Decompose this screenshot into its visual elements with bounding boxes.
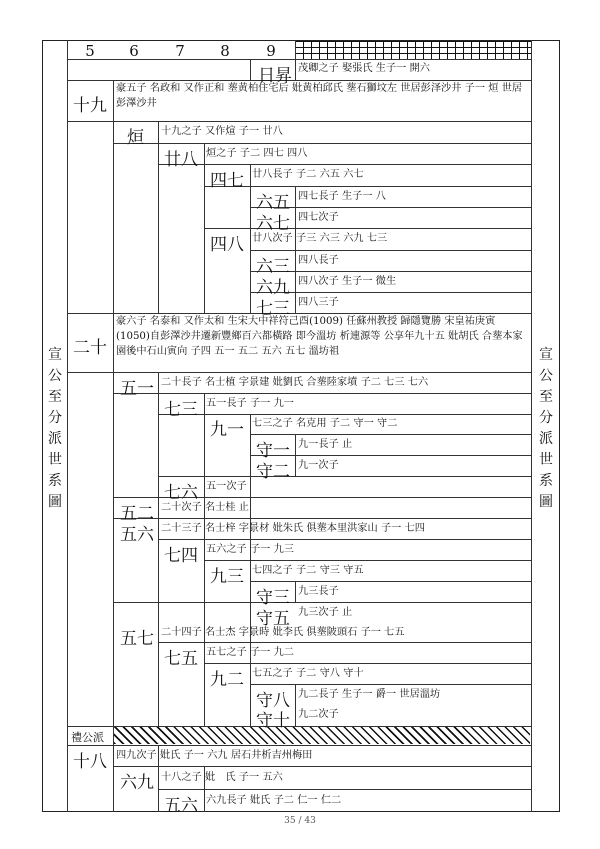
gen-text: 七三之子 名克用 子二 守一 守二 [252,418,398,429]
gen-text: 七五之子 子二 守八 守十 [252,668,364,679]
gen-label: 七五 [164,649,198,669]
gen-text: 豪六子 名泰和 又作太和 生宋大中祥符己酉(1009) 任蘇州教授 歸隱覽勝 宋皇祐庚寅(1050)自彭澤沙井遷新豐鄉百六都橫路 即今溫坊 析連源等 公享年九十五 妣胡氏 合塟本家園後中石山寅向 子四 五一 五二 五六 五七 溫坊祖 [116,316,523,357]
gen-label: 六三 [256,257,290,277]
gen-text: 九一長子 止 [298,439,353,450]
gen-text: 九三次子 止 [298,607,353,618]
gen-label: 七四 [164,546,198,566]
left-side-title: 宣公至分派世系圖 [48,347,62,510]
gen-label: 十八 [73,752,107,772]
gen-label: 守十 [256,711,290,731]
gen-text: 四七長子 生子一 八 [298,191,386,202]
gen-text: 廿八長子 子二 六五 六七 [252,169,364,180]
gen-text: 五一次子 [206,481,247,492]
generation-header-6: 6 [129,42,139,60]
branch-label-ligong: 禮公派 [71,731,104,744]
gen-text: 九二長子 生子一 爵一 世居溫坊 [298,689,441,700]
generation-header-5: 5 [85,42,95,60]
gen-label: 五七 [120,629,154,649]
gen-label: 四八 [210,235,244,255]
gen-label: 廿八 [164,150,198,170]
gen-label: 九二 [210,670,244,690]
gen-label: 七六 [164,483,198,503]
gen-text: 七四之子 子二 守三 守五 [252,565,364,576]
gen-label: 守一 [256,441,290,461]
gen-text: 廿八次子 子三 六三 六九 七三 [252,233,388,244]
gen-label: 五六 [164,796,198,816]
gen-text: 烜之子 子二 四七 四八 [206,148,308,159]
gen-text: 四七次子 [298,212,339,223]
gen-text: 九三長子 [298,586,339,597]
gen-label: 九三 [210,567,244,587]
gen-label: 守五 [256,609,290,629]
gen-label: 六五 [256,193,290,213]
gen-text: 二十三子 名士梓 字景材 妣朱氏 俱塟本里洪家山 子一 七四 [161,523,425,534]
gen-label: 二十 [73,338,107,358]
gen-text: 茂卿之子 娶張氏 生子一 開六 [298,63,430,74]
gen-text: 五一長子 子一 九一 [206,398,294,409]
gen-label: 七三 [164,400,198,420]
left-side-divider [67,40,68,812]
gen-label: 六九 [120,773,154,793]
gen-text: 二十次子 名士桂 止 [161,502,249,513]
gen-label: 日昇 [258,66,292,86]
gen-label: 六七 [256,214,290,234]
gen-text: 四九次子 妣氏 子一 六九 居石井析吉州梅田 [116,750,313,761]
gen-label: 五一 [120,379,154,399]
gen-label: 六九 [256,278,290,298]
gen-text: 十八之子 妣 氏 子一 五六 [161,772,283,783]
gen-label: 守八 [256,691,290,711]
gen-label: 烜 [127,128,144,148]
gen-label: 十九 [73,96,107,116]
gen-label: 五二 [120,504,154,524]
gen-text: 四八次子 生子一 微生 [298,276,397,287]
gen-text: 四八三子 [298,297,339,308]
gen-text: 六九長子 妣氏 子二 仁一 仁二 [206,795,342,806]
gen-label: 守二 [256,462,290,482]
gen-text: 二十四子 名士杰 字景時 妣李氏 俱塟陂頭石 子一 七五 [161,627,405,638]
gen-text: 五七之子 子一 九二 [206,647,294,658]
gen-text: 四八長子 [298,255,339,266]
gen-text: 五六之子 子一 九三 [206,544,294,555]
gen-label: 五六 [120,525,154,545]
gen-text: 豪五子 名政和 又作正和 塟黄柏住宅后 妣黄柏邱氏 塟石獅坟左 世居彭泽沙井 子一 烜 世居彭澤沙井 [116,83,523,109]
gen-label: 四七 [210,171,244,191]
page-number: 35 / 43 [284,816,316,826]
gen-label: 九一 [210,420,244,440]
gen-text: 二十長子 名士植 字景建 妣劉氏 合塟陸家墳 子二 七三 七六 [161,377,429,388]
generation-header-8: 8 [220,42,230,60]
gen-text: 九一次子 [298,460,339,471]
right-side-divider [531,40,532,812]
header-grid-pattern [295,41,531,59]
gen-label: 七三 [256,299,290,319]
gen-text: 九二次子 [298,709,339,720]
generation-header-7: 7 [175,42,185,60]
generation-header-9: 9 [266,42,276,60]
gen-text: 十九之子 又作煊 子一 廿八 [161,126,283,137]
gen-label: 守三 [256,588,290,608]
hatched-divider [114,727,530,744]
right-side-title: 宣公至分派世系圖 [539,347,553,510]
